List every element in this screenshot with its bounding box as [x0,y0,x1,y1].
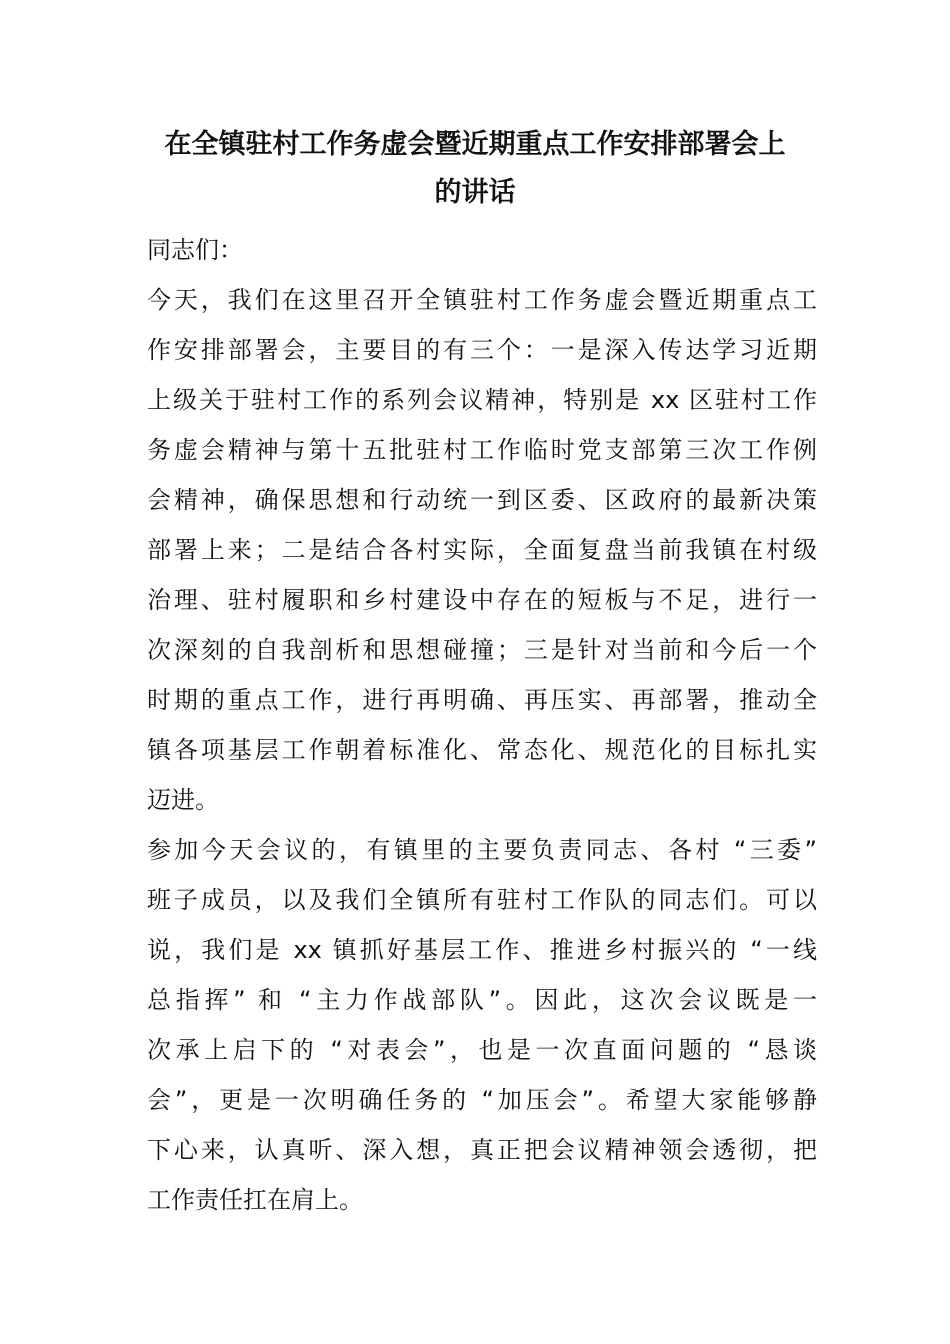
paragraph-1-line: 今天，我们在这里召开全镇驻村工作务虚会暨近期重点工 [147,286,817,314]
paragraph-1-line: 作安排部署会，主要目的有三个：一是深入传达学习近期 [147,336,817,364]
document-title-line-1: 在全镇驻村工作务虚会暨近期重点工作安排部署会上 [164,129,786,160]
paragraph-2-line: 次承上启下的 “对表会”，也是一次直面问题的 “恳谈 [147,1036,817,1064]
paragraph-1 [147,275,817,825]
paragraph-2-line: 下心来，认真听、深入想，真正把会议精神领会透彻，把 [147,1136,817,1164]
paragraph-2-line: 参加今天会议的，有镇里的主要负责同志、各村 “三委” [147,836,817,864]
salutation: 同志们： [147,236,243,264]
paragraph-1-line: 治理、驻村履职和乡村建设中存在的短板与不足，进行一 [147,586,817,614]
paragraph-1-line: 迈进。 [147,786,219,814]
paragraph-2 [147,825,817,1225]
paragraph-2-line: 工作责任扛在肩上。 [147,1186,363,1214]
paragraph-2-line: 说，我们是 xx 镇抓好基层工作、推进乡村振兴的 “一线 [147,936,817,964]
paragraph-1-line: 时期的重点工作，进行再明确、再压实、再部署，推动全 [147,686,817,714]
paragraph-2-line: 班子成员，以及我们全镇所有驻村工作队的同志们。可以 [147,886,817,914]
document-body [147,225,817,1225]
paragraph-1-line: 部署上来；二是结合各村实际，全面复盘当前我镇在村级 [147,536,817,564]
paragraph-1-line: 上级关于驻村工作的系列会议精神，特别是 xx 区驻村工作 [147,386,817,414]
paragraph-2-line: 总指挥” 和 “主力作战部队”。因此，这次会议既是一 [147,986,817,1014]
paragraph-1-line: 务虚会精神与第十五批驻村工作临时党支部第三次工作例 [147,436,817,464]
document-title-line-2: 的讲话 [434,177,516,208]
paragraph-1-line: 镇各项基层工作朝着标准化、常态化、规范化的目标扎实 [147,736,817,764]
paragraph-1-line: 次深刻的自我剖析和思想碰撞；三是针对当前和今后一个 [147,636,817,664]
paragraph-1-line: 会精神，确保思想和行动统一到区委、区政府的最新决策 [147,486,817,514]
paragraph-2-line: 会”，更是一次明确任务的 “加压会”。希望大家能够静 [147,1086,817,1114]
